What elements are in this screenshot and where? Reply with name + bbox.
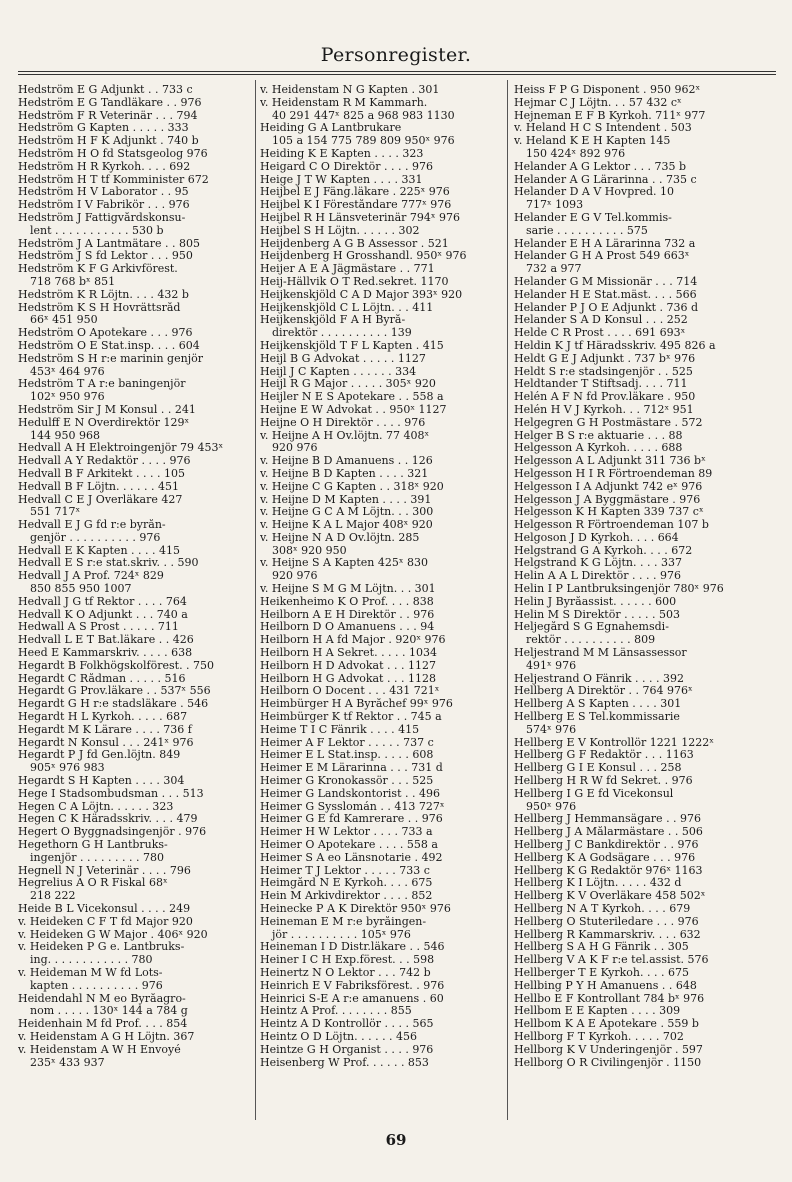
register-entry: v. Heijne B D Amanuens . . 126 — [260, 455, 433, 468]
register-entry: ing. . . . . . . . . . . . 780 — [30, 954, 153, 967]
column-divider — [255, 80, 256, 1120]
register-entry: 551 717ˣ — [30, 506, 81, 519]
register-entry: Heed E Kammarskriv. . . . . 638 — [18, 647, 193, 660]
register-entry: Heijl J C Kapten . . . . . . 334 — [260, 365, 417, 378]
register-entry: Helgoson J D Kyrkoh. . . . 664 — [514, 531, 679, 544]
register-entry: Helgesson I A Adjunkt 742 eˣ 976 — [514, 480, 703, 493]
register-entry: Helin I P Lantbruksingenjör 780ˣ 976 — [514, 583, 724, 596]
register-entry: Helde C R Prost . . . . 691 693ˣ — [514, 327, 686, 340]
register-entry: Hellberg O Stuteriledare . . . 976 — [514, 915, 699, 928]
register-entry: Hellberg K A Godsägare . . . 976 — [514, 851, 696, 864]
register-entry: v. Heijne K A L Major 408ˣ 920 — [260, 519, 433, 532]
register-entry: Helgesson R Förtroendeman 107 b — [514, 519, 709, 532]
register-entry: 574ˣ 976 — [526, 723, 577, 736]
register-entry: Hedström G Kapten . . . . . 333 — [18, 122, 189, 135]
register-entry: v. Heijne N A D Öv.löjtn. 285 — [260, 531, 420, 544]
register-entry: Hedström K F G Arkivförest. — [18, 263, 178, 276]
register-entry: Heijer A E A Jägmästare . . 771 — [260, 263, 435, 276]
register-entry: Hellberg I G E fd Vicekonsul — [514, 787, 674, 800]
register-entry: Heintz O D Löjtn. . . . . . 456 — [260, 1030, 418, 1043]
register-entry: Hejneman E F B Kyrkoh. 711ˣ 977 — [514, 109, 706, 122]
register-entry: Helgesson A Kyrkoh. . . . . 688 — [514, 442, 683, 455]
register-entry: Hegrelius A O R Fiskal 68ˣ — [18, 877, 168, 890]
register-entry: 905ˣ 976 983 — [30, 762, 105, 775]
register-entry: Hellberg E S Tel.kommissarie — [514, 711, 680, 724]
register-entry: Heimer E M Lärarinna . . . 731 d — [260, 762, 443, 775]
register-entry: Hedström E G Adjunkt . . 733 c — [18, 84, 193, 96]
register-entry: Heijkenskjöld C A D Major 393ˣ 920 — [260, 288, 463, 301]
register-entry: Heijkenskjöld C L Löjtn. . . 411 — [260, 301, 434, 314]
register-entry: Heijbel E J Fäng.läkare . 225ˣ 976 — [260, 186, 450, 199]
register-entry: Heilborn H A fd Major . 920ˣ 976 — [260, 634, 446, 647]
register-entry: Hellbom E E Kapten . . . . 309 — [514, 1005, 681, 1018]
register-entry: Heldtander T Stiftsadj. . . . 711 — [514, 378, 688, 391]
register-entry: 950ˣ 976 — [526, 800, 577, 813]
register-entry: Hedvall A H Elektroingenjör 79 453ˣ — [18, 442, 224, 455]
register-entry: Helander E G V Tel.kommis- — [514, 211, 672, 224]
register-entry: Hellberg J A Målarmästare . . 506 — [514, 826, 703, 839]
register-entry: Helgstrand K G Löjtn. . . . 337 — [514, 557, 682, 570]
register-entry: 218 222 — [30, 890, 76, 903]
register-entry: Helander A G Lektor . . . 735 b — [514, 160, 687, 173]
register-column-middle — [260, 84, 503, 1069]
register-entry: Hedström F R Veterinär . . . 794 — [18, 109, 198, 122]
register-entry: v. Heijne D M Kapten . . . . 391 — [260, 493, 432, 506]
register-entry: Heimbürger H A Byråchef 99ˣ 976 — [260, 698, 453, 711]
register-entry: kapten . . . . . . . . . . 976 — [30, 979, 163, 992]
register-entry: Helgesson K H Kapten 339 737 cˣ — [514, 506, 704, 519]
register-entry: Heldt S r:e stadsingenjör . . 525 — [514, 365, 693, 378]
register-entry: Helgegren G H Postmästare . 572 — [514, 416, 703, 429]
register-entry: Hedström O Apotekare . . . 976 — [18, 327, 193, 340]
register-entry: Hedvall B F Arkitekt . . . . 105 — [18, 467, 186, 480]
register-entry: v. Heijne S M G M Löjtn. . . 301 — [260, 583, 436, 596]
register-entry: Hellberg K V Överläkare 458 502ˣ — [514, 890, 706, 903]
register-entry: Hegardt G Prov.läkare . . 537ˣ 556 — [18, 685, 211, 698]
register-entry: Hedström H T tf Komminister 672 — [18, 173, 209, 186]
register-entry: Hedström E G Tandläkare . . 976 — [18, 96, 202, 109]
register-entry: Hege I Stadsombudsman . . . 513 — [18, 787, 204, 800]
register-entry: rektör . . . . . . . . . . 809 — [526, 634, 656, 647]
register-entry: Hedström J A Lantmätare . . 805 — [18, 237, 200, 250]
register-entry: Helander G H A Prost 549 663ˣ — [514, 250, 690, 263]
register-entry: v. Heland K E H Kapten 145 — [514, 135, 671, 148]
register-entry: Helander E H A Lärarinna 732 a — [514, 237, 696, 250]
register-entry: Hegardt S H Kapten . . . . 304 — [18, 775, 185, 788]
register-entry: v. Heidenstam A W H Envoyé — [18, 1043, 181, 1056]
register-entry: 150 424ˣ 892 976 — [526, 147, 626, 160]
register-entry: Helander G M Missionär . . . 714 — [514, 275, 698, 288]
register-entry: 235ˣ 433 937 — [30, 1056, 105, 1069]
register-entry: direktör . . . . . . . . . . 139 — [272, 327, 412, 340]
register-entry: Hellberg G I E Konsul . . . 258 — [514, 762, 682, 775]
register-entry: Helgstrand G A Kyrkoh. . . . 672 — [514, 544, 693, 557]
register-entry: Heljestrand M M Länsassessor — [514, 647, 687, 660]
register-entry: Helgesson J A Byggmästare . 976 — [514, 493, 701, 506]
register-entry: Heijdenberg H Grosshandl. 950ˣ 976 — [260, 250, 467, 263]
register-entry: Helander D A V Hovpred. 10 — [514, 186, 675, 199]
register-entry: Hedström Sir J M Konsul . . 241 — [18, 403, 196, 416]
register-entry: lent . . . . . . . . . . . 530 b — [30, 224, 164, 237]
register-entry: Hellberg K G Redaktör 976ˣ 1163 — [514, 864, 703, 877]
register-entry: Hedvall E K Kapten . . . . 415 — [18, 544, 180, 557]
register-entry: Hedström J S fd Lektor . . . 950 — [18, 250, 193, 263]
register-entry: Hellberg K I Löjtn. . . . . 432 d — [514, 877, 682, 890]
register-entry: Hegardt C Rådman . . . . . 516 — [18, 672, 186, 685]
register-entry: Hedvall J A Prof. 724ˣ 829 — [18, 570, 164, 583]
register-entry: Heidendahl N M eo Byråagro- — [18, 992, 186, 1005]
register-entry: Hellberg R Kammarskriv. . . . 632 — [514, 928, 701, 941]
register-entry: Helander H E Stat.mäst. . . . 566 — [514, 288, 697, 301]
register-entry: Hedström T A r:e baningenjör — [18, 378, 186, 391]
register-entry: v. Heijne S A Kapten 425ˣ 830 — [260, 557, 428, 570]
register-entry: Heijler N E S Apotekare . . 558 a — [260, 391, 444, 404]
register-entry: v. Heidenstam R M Kammarh. — [260, 96, 428, 109]
register-entry: v. Heidenstam A G H Löjtn. 367 — [18, 1030, 195, 1043]
register-entry: Hedvall C E J Överläkare 427 — [18, 493, 183, 506]
register-entry: Hellborg O R Civilingenjör . 1150 — [514, 1056, 702, 1069]
register-entry: Hegardt M K Lärare . . . . 736 f — [18, 723, 192, 736]
register-entry: 40 291 447ˣ 825 a 968 983 1130 — [272, 109, 455, 122]
register-entry: Heimer E L Stat.insp. . . . . 608 — [260, 749, 434, 762]
register-entry: Helgesson A L Adjunkt 311 736 bˣ — [514, 455, 706, 468]
register-entry: Helin M S Direktör . . . . . 503 — [514, 608, 681, 621]
register-entry: 850 855 950 1007 — [30, 583, 132, 596]
register-entry: Heijl R G Major . . . . . 305ˣ 920 — [260, 378, 436, 391]
register-entry: Hedwall A S Prost . . . . . 711 — [18, 621, 179, 634]
register-entry: Heintz A Prof. . . . . . . . 855 — [260, 1005, 412, 1018]
register-entry: Hellberg G F Redaktör . . . 1163 — [514, 749, 694, 762]
register-entry: Hellberger T E Kyrkoh. . . . 675 — [514, 966, 689, 979]
register-entry: Heljegård S G Egnahemsdi- — [514, 621, 669, 634]
register-entry: v. Heijne B D Kapten . . . . 321 — [260, 467, 429, 480]
register-entry: Hellberg S A H G Fänrik . . 305 — [514, 941, 689, 954]
register-entry: Helander P J O E Adjunkt . 736 d — [514, 301, 699, 314]
register-entry: Hejmar C J Löjtn. . . 57 432 cˣ — [514, 96, 682, 109]
register-entry: 718 768 bˣ 851 — [30, 275, 116, 288]
register-entry: Heljestrand O Fänrik . . . . 392 — [514, 672, 684, 685]
register-entry: v. Heidenstam N G Kapten . 301 — [260, 84, 440, 96]
register-entry: Hedström K R Löjtn. . . . 432 b — [18, 288, 189, 301]
register-entry: Heijkenskjöld F A H Byrå- — [260, 314, 406, 327]
register-entry: Hellbo E F Kontrollant 784 bˣ 976 — [514, 992, 705, 1005]
register-entry: Heimer G Kronokassör . . . 525 — [260, 775, 434, 788]
register-entry: Heinecke P A K Direktör 950ˣ 976 — [260, 903, 451, 915]
register-entry: Heintz A D Kontrollör . . . . 565 — [260, 1018, 434, 1031]
register-entry: Hegardt B Folkhögskolförest. . 750 — [18, 659, 215, 672]
register-entry: sarie . . . . . . . . . . 575 — [526, 224, 648, 237]
register-entry: Heinrici S-E A r:e amanuens . 60 — [260, 992, 444, 1005]
register-entry: Hellberg H R W fd Sekret. . 976 — [514, 775, 693, 788]
register-entry: Hedvall L E T Bat.läkare . . 426 — [18, 634, 194, 647]
register-entry: Heigard C O Direktör . . . . 976 — [260, 160, 433, 173]
register-entry: Heilborn H D Advokat . . . 1127 — [260, 659, 436, 672]
register-entry: Heldin K J tf Häradsskriv. 495 826 a — [514, 339, 716, 352]
register-entry: Heilborn O Docent . . . 431 721ˣ — [260, 685, 440, 698]
register-entry: Helin J Byråassist. . . . . . 600 — [514, 595, 677, 608]
register-entry: nom . . . . . 130ˣ 144 a 784 g — [30, 1005, 188, 1018]
register-entry: Helén A F N fd Prov.läkare . 950 — [514, 391, 696, 404]
register-entry: Hegardt H L Kyrkoh. . . . . 687 — [18, 711, 188, 724]
register-entry: Helander S A D Konsul . . . 252 — [514, 314, 688, 327]
register-entry: Hellbom K A E Apotekare . 559 b — [514, 1018, 699, 1031]
register-entry: 66ˣ 451 950 — [30, 314, 98, 327]
register-entry: Hegardt G H r:e stadsläkare . 546 — [18, 698, 209, 711]
register-entry: Heimgård N E Kyrkoh. . . . 675 — [260, 877, 433, 890]
register-entry: 920 976 — [272, 570, 318, 583]
header-rule — [18, 71, 776, 72]
register-entry: Heime T I C Fänrik . . . . 415 — [260, 723, 420, 736]
register-entry: Heldt G E J Adjunkt . 737 bˣ 976 — [514, 352, 696, 365]
register-entry: Hedvall B F Löjtn. . . . . . 451 — [18, 480, 179, 493]
register-entry: Heiding K E Kapten . . . . 323 — [260, 147, 424, 160]
header-rule-thin — [18, 74, 776, 75]
register-entry: Hegen C K Häradsskriv. . . . 479 — [18, 813, 198, 826]
register-entry: Heimer T J Lektor . . . . . 733 c — [260, 864, 430, 877]
register-entry: Heijne O H Direktör . . . . 976 — [260, 416, 426, 429]
register-entry: Heijbel R H Länsveterinär 794ˣ 976 — [260, 211, 461, 224]
register-entry: Hedvall J G tf Rektor . . . . 764 — [18, 595, 187, 608]
register-entry: Heide B L Vicekonsul . . . . 249 — [18, 903, 191, 915]
register-entry: Hellberg E V Kontrollör 1221 1222ˣ — [514, 736, 714, 749]
register-entry: Hedulff E N Överdirektör 129ˣ — [18, 416, 190, 429]
register-entry: Hegardt N Konsul . . . 241ˣ 976 — [18, 736, 194, 749]
register-entry: genjör . . . . . . . . . . 976 — [30, 531, 161, 544]
column-divider — [507, 80, 508, 1120]
register-entry: Heijkenskjöld T F L Kapten . 415 — [260, 339, 444, 352]
register-entry: Hedström S H r:e marinin genjör — [18, 352, 203, 365]
register-entry: Helger B S r:e aktuarie . . . 88 — [514, 429, 683, 442]
register-entry: Helander A G Lärarinna . . 735 c — [514, 173, 697, 186]
register-entry: Heiss F P G Disponent . 950 962ˣ — [514, 84, 701, 96]
register-entry: 102ˣ 950 976 — [30, 391, 105, 404]
register-entry: Heijbel S H Löjtn. . . . . . 302 — [260, 224, 420, 237]
register-entry: Heinrich E V Fabriksförest. . 976 — [260, 979, 445, 992]
register-entry: Hedström O E Stat.insp. . . . 604 — [18, 339, 200, 352]
register-entry: Heintze G H Organist . . . . 976 — [260, 1043, 434, 1056]
register-entry: Heimer H W Lektor . . . . 733 a — [260, 826, 433, 839]
register-entry: Heimer G Sysslomán . . 413 727ˣ — [260, 800, 445, 813]
register-entry: Hegert O Byggnadsingenjör . 976 — [18, 826, 207, 839]
register-entry: Heimer A F Lektor . . . . . 737 c — [260, 736, 434, 749]
register-entry: Hedvall E S r:e stat.skriv. . . 590 — [18, 557, 199, 570]
register-entry: Hegethorn G H Lantbruks- — [18, 839, 168, 852]
page-number: 69 — [385, 1131, 407, 1149]
register-entry: Heilborn D O Amanuens . . . 94 — [260, 621, 435, 634]
register-entry: v. Heijne G C A M Löjtn. . . 300 — [260, 506, 434, 519]
register-entry: Helén H V J Kyrkoh. . . 712ˣ 951 — [514, 403, 694, 416]
register-entry: Hedvall K O Adjunkt . . . 740 a — [18, 608, 188, 621]
register-entry: Heineman I D Distr.läkare . . 546 — [260, 941, 445, 954]
register-entry: Heimer G E fd Kamrerare . . 976 — [260, 813, 443, 826]
register-entry: v. Heideken P G e. Lantbruks- — [18, 941, 185, 954]
register-entry: Hedström K S H Hovrättsråd — [18, 301, 181, 314]
register-entry: Hellberg A Direktör . . 764 976ˣ — [514, 685, 693, 698]
register-entry: Hellberg N A T Kyrkoh. . . . 679 — [514, 903, 691, 915]
register-entry: Heimer O Apotekare . . . . 558 a — [260, 839, 438, 852]
register-entry: v. Heideken C F T fd Major 920 — [18, 915, 193, 928]
register-entry: Hedström H O fd Statsgeolog 976 — [18, 147, 208, 160]
register-entry: Heige J T W Kapten . . . . 331 — [260, 173, 423, 186]
register-entry: Heijl B G Advokat . . . . . 1127 — [260, 352, 426, 365]
register-entry: Heidenhain M fd Prof. . . . 854 — [18, 1018, 188, 1031]
register-entry: Heimbürger K tf Rektor . . 745 a — [260, 711, 442, 724]
register-entry: Heilborn H G Advokat . . . 1128 — [260, 672, 436, 685]
register-entry: v. Heideken G W Major . 406ˣ 920 — [18, 928, 208, 941]
register-entry: Heijbel K I Föreståndare 777ˣ 976 — [260, 199, 452, 212]
register-entry: Hellberg J Hemmansägare . . 976 — [514, 813, 702, 826]
register-entry: v. Heijne C G Kapten . . 318ˣ 920 — [260, 480, 444, 493]
register-entry: Hegardt P J fd Gen.löjtn. 849 — [18, 749, 181, 762]
register-entry: Hedström J Fattigvårdskonsu- — [18, 211, 186, 224]
register-entry: v. Heland H C S Intendent . 503 — [514, 122, 692, 135]
register-entry: 453ˣ 464 976 — [30, 365, 105, 378]
register-entry: jör . . . . . . . . . . 105ˣ 976 — [272, 928, 411, 941]
register-entry: Hedström H R Kyrkoh. . . . 692 — [18, 160, 191, 173]
register-entry: v. Heijne A H Öv.löjtn. 77 408ˣ — [260, 429, 430, 442]
register-column-right — [514, 84, 757, 1069]
register-entry: Heikenheimo K O Prof. . . . 838 — [260, 595, 434, 608]
register-entry: 491ˣ 976 — [526, 659, 577, 672]
register-entry: Helgesson H I R Förtroendeman 89 — [514, 467, 713, 480]
register-entry: Heineman E M r:e byråingen- — [260, 915, 427, 928]
register-entry: Heiner I C H Exp.förest. . . 598 — [260, 954, 435, 967]
register-entry: Heilborn H A Sekret. . . . . 1034 — [260, 647, 438, 660]
register-entry: Hellborg K V Underingenjör . 597 — [514, 1043, 703, 1056]
register-entry: Heinertz N O Lektor . . . 742 b — [260, 966, 431, 979]
register-entry: Hein M Arkivdirektor . . . . 852 — [260, 890, 433, 903]
register-entry: Hellborg F T Kyrkoh. . . . . 702 — [514, 1030, 684, 1043]
register-entry: Hellberg A S Kapten . . . . 301 — [514, 698, 682, 711]
register-entry: Heijdenberg A G B Assessor . 521 — [260, 237, 449, 250]
register-entry: Hedvall E J G fd r:e byrån- — [18, 519, 166, 532]
register-entry: 308ˣ 920 950 — [272, 544, 347, 557]
register-entry: v. Heideman M W fd Lots- — [18, 966, 163, 979]
register-entry: Hedström I V Fabrikör . . . 976 — [18, 199, 190, 212]
register-entry: ingenjör . . . . . . . . . 780 — [30, 851, 164, 864]
register-entry: Heisenberg W Prof. . . . . . 853 — [260, 1056, 429, 1069]
register-entry: Hellberg V A K F r:e tel.assist. 576 — [514, 954, 709, 967]
register-entry: Hedvall A Y Redaktör . . . . 976 — [18, 455, 191, 468]
register-entry: 717ˣ 1093 — [526, 199, 584, 212]
register-entry: Hellbing P Y H Amanuens . . 648 — [514, 979, 697, 992]
register-entry: 144 950 968 — [30, 429, 100, 442]
register-entry: Hellberg J C Bankdirektör . . 976 — [514, 839, 699, 852]
register-entry: 920 976 — [272, 442, 318, 455]
register-entry: Heiding G A Lantbrukare — [260, 122, 402, 135]
register-entry: Heimer G Landskontorist . . 496 — [260, 787, 440, 800]
register-entry: Heijne E W Advokat . . 950ˣ 1127 — [260, 403, 447, 416]
register-entry: Heimer S A eo Länsnotarie . 492 — [260, 851, 443, 864]
register-entry: Hedström H V Laborator . . 95 — [18, 186, 189, 199]
register-entry: Heilborn A E H Direktör . . 976 — [260, 608, 435, 621]
register-entry: Hegnell N J Veterinär . . . . 796 — [18, 864, 191, 877]
register-entry: Helin A A L Direktör . . . . 976 — [514, 570, 681, 583]
register-column-left — [18, 84, 261, 1069]
register-entry: Hegen C A Löjtn. . . . . . 323 — [18, 800, 174, 813]
register-entry: 732 a 977 — [526, 263, 582, 276]
page-title: Personregister. — [320, 44, 472, 66]
register-entry: Heij-Hällvik O T Red.sekret. 1170 — [260, 275, 449, 288]
register-entry: 105 a 154 775 789 809 950ˣ 976 — [272, 135, 455, 148]
register-entry: Hedström H F K Adjunkt . 740 b — [18, 135, 199, 148]
